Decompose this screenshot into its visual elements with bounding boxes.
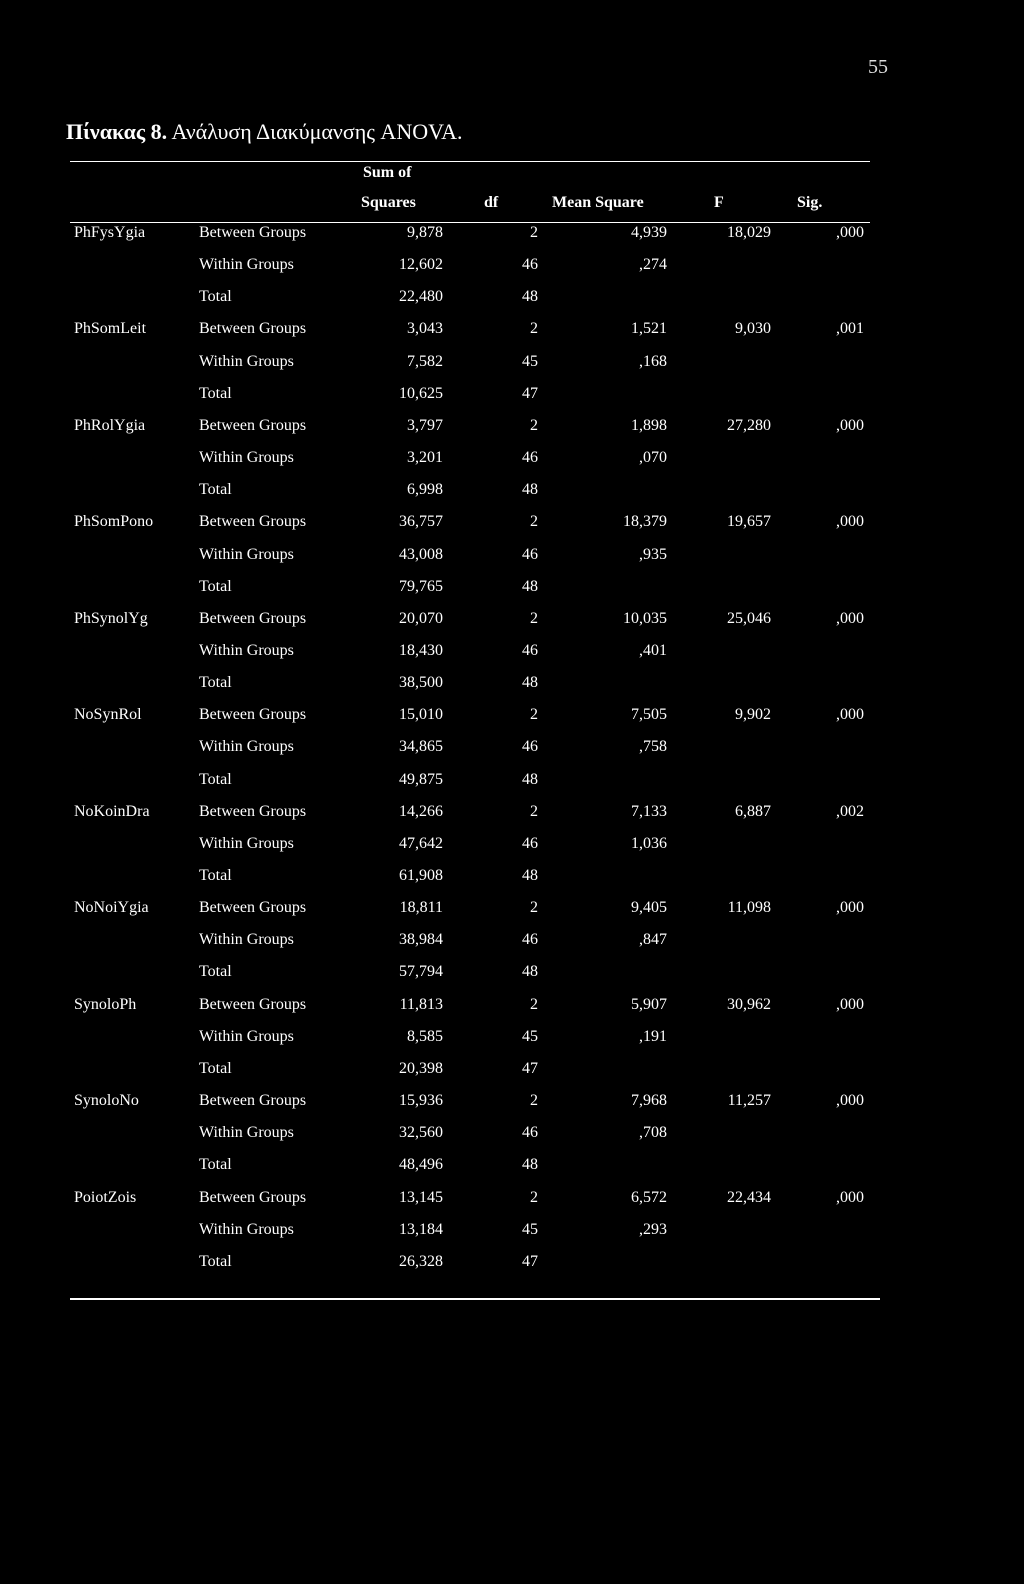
cell-sum-of-squares: 34,865 [399,738,443,756]
header-mean-square: Mean Square [552,194,644,211]
table-row [0,963,1024,995]
cell-mean-square: 6,572 [631,1188,667,1206]
cell-sig: ,002 [836,802,864,820]
header-sum-of: Sum of [363,164,412,181]
cell-f: 9,902 [735,706,771,724]
cell-sum-of-squares: 38,984 [399,931,443,949]
cell-sum-of-squares: 3,043 [407,320,443,338]
table-caption-text: Ανάλυση Διακύμανσης ANOVA. [167,119,463,144]
cell-df: 47 [522,1252,538,1270]
table-row [0,803,1024,835]
cell-df: 46 [522,738,538,756]
table-row [0,706,1024,738]
table-row [0,385,1024,417]
cell-sum-of-squares: 79,765 [399,577,443,595]
cell-mean-square: 1,036 [631,834,667,852]
cell-df: 48 [522,674,538,692]
cell-df: 45 [522,1027,538,1045]
cell-mean-square: ,070 [639,449,667,466]
cell-df: 46 [522,545,538,563]
cell-mean-square: 7,133 [631,802,667,820]
cell-mean-square: 1,898 [631,416,667,434]
cell-source: Total [199,770,232,788]
cell-source: Within Groups [199,545,294,563]
cell-df: 2 [530,995,538,1013]
table-row [0,320,1024,352]
cell-sum-of-squares: 3,201 [407,449,443,466]
header-f: F [714,194,724,211]
cell-sum-of-squares: 13,145 [399,1188,443,1206]
cell-mean-square: 10,035 [623,609,667,627]
cell-variable: SynoloNo [74,1092,139,1109]
cell-variable: NoSynRol [74,706,142,724]
cell-df: 2 [530,899,538,917]
cell-sig: ,000 [836,1092,864,1109]
cell-variable: PhSomLeit [74,320,147,338]
cell-source: Total [199,481,232,499]
cell-sum-of-squares: 20,070 [399,609,443,627]
cell-mean-square: ,847 [639,931,667,949]
cell-sig: ,000 [836,224,864,241]
cell-f: 11,257 [727,1092,771,1109]
cell-variable: PhSomPono [74,513,154,531]
header-df: df [484,194,499,211]
cell-df: 48 [522,481,538,499]
cell-sum-of-squares: 11,813 [399,995,443,1013]
cell-sum-of-squares: 32,560 [399,1124,443,1142]
cell-source: Between Groups [199,513,307,531]
cell-sum-of-squares: 7,582 [407,352,443,370]
cell-sig: ,001 [836,320,864,338]
table-row [0,353,1024,385]
cell-f: 19,657 [727,513,771,531]
cell-source: Between Groups [199,416,307,434]
cell-source: Total [199,288,232,306]
cell-source: Total [199,674,232,692]
cell-mean-square: 7,968 [631,1092,667,1109]
table-row [0,835,1024,867]
cell-source: Between Groups [199,899,307,917]
table-row [0,1060,1024,1092]
cell-source: Within Groups [199,256,294,274]
cell-mean-square: 1,521 [631,320,667,338]
table-row [0,610,1024,642]
cell-sum-of-squares: 9,878 [407,224,443,241]
cell-f: 25,046 [727,609,771,627]
table-row [0,1092,1024,1124]
cell-mean-square: ,293 [639,1220,667,1238]
cell-source: Between Groups [199,1092,307,1109]
cell-df: 48 [522,577,538,595]
cell-mean-square: ,401 [639,642,667,659]
cell-df: 2 [530,609,538,627]
table-row [0,224,1024,256]
table-row [0,256,1024,288]
cell-variable: NoNoiYgia [74,899,149,917]
cell-df: 48 [522,288,538,306]
cell-sum-of-squares: 36,757 [399,513,443,531]
cell-source: Between Groups [199,706,307,724]
cell-sum-of-squares: 13,184 [399,1220,443,1238]
cell-df: 47 [522,1059,538,1077]
table-row [0,1124,1024,1156]
table-row [0,417,1024,449]
cell-mean-square: 18,379 [623,513,667,531]
cell-source: Total [199,1156,232,1174]
cell-sig: ,000 [836,899,864,917]
table-row [0,513,1024,545]
cell-f: 6,887 [735,802,771,820]
cell-mean-square: ,935 [639,545,667,563]
cell-df: 48 [522,1156,538,1174]
cell-f: 27,280 [727,416,771,434]
table-row [0,738,1024,770]
cell-source: Between Groups [199,224,307,241]
cell-df: 46 [522,931,538,949]
table-row [0,578,1024,610]
table-row [0,481,1024,513]
cell-sum-of-squares: 22,480 [399,288,443,306]
cell-sig: ,000 [836,706,864,724]
cell-source: Between Groups [199,609,307,627]
cell-f: 22,434 [727,1188,771,1206]
cell-mean-square: ,191 [639,1027,667,1045]
header-sig: Sig. [797,194,823,211]
cell-df: 2 [530,224,538,241]
cell-sig: ,000 [836,1188,864,1206]
table-row [0,899,1024,931]
cell-source: Between Groups [199,320,307,338]
cell-sum-of-squares: 8,585 [407,1027,443,1045]
table-row [0,771,1024,803]
cell-mean-square: ,758 [639,738,667,756]
cell-f: 11,098 [727,899,771,917]
cell-df: 46 [522,834,538,852]
cell-mean-square: 5,907 [631,995,667,1013]
cell-sum-of-squares: 18,430 [399,642,443,659]
cell-df: 45 [522,1220,538,1238]
cell-variable: PhSynolYg [74,609,148,627]
cell-sig: ,000 [836,995,864,1013]
cell-f: 30,962 [727,995,771,1013]
cell-variable: SynoloPh [74,995,137,1013]
cell-sum-of-squares: 6,998 [407,481,443,499]
cell-sum-of-squares: 15,010 [399,706,443,724]
cell-mean-square: ,708 [639,1124,667,1142]
cell-sum-of-squares: 43,008 [399,545,443,563]
table-row [0,546,1024,578]
table-row [0,288,1024,320]
cell-variable: PhFysYgia [74,224,146,241]
cell-sum-of-squares: 15,936 [399,1092,443,1109]
cell-source: Within Groups [199,449,294,466]
cell-source: Total [199,384,232,402]
cell-source: Within Groups [199,931,294,949]
cell-variable: NoKoinDra [74,802,150,820]
cell-df: 2 [530,416,538,434]
cell-df: 46 [522,1124,538,1142]
cell-source: Within Groups [199,1027,294,1045]
cell-sum-of-squares: 10,625 [399,384,443,402]
cell-df: 2 [530,1092,538,1109]
cell-source: Within Groups [199,834,294,852]
cell-mean-square: ,168 [639,352,667,370]
cell-sum-of-squares: 3,797 [407,416,443,434]
cell-source: Total [199,1252,232,1270]
cell-sum-of-squares: 18,811 [399,899,443,917]
table-row [0,996,1024,1028]
cell-df: 45 [522,352,538,370]
cell-mean-square: ,274 [639,256,667,274]
cell-mean-square: 9,405 [631,899,667,917]
cell-source: Within Groups [199,352,294,370]
cell-sig: ,000 [836,513,864,531]
cell-sum-of-squares: 12,602 [399,256,443,274]
page-number: 55 [868,56,888,78]
cell-sum-of-squares: 48,496 [399,1156,443,1174]
cell-df: 46 [522,256,538,274]
cell-mean-square: 4,939 [631,224,667,241]
table-row [0,1156,1024,1188]
cell-source: Within Groups [199,1124,294,1142]
table-bottom-rule [70,1298,880,1300]
table-row [0,449,1024,481]
cell-sum-of-squares: 26,328 [399,1252,443,1270]
cell-source: Total [199,577,232,595]
cell-sig: ,000 [836,416,864,434]
cell-sum-of-squares: 14,266 [399,802,443,820]
cell-sum-of-squares: 57,794 [399,963,443,981]
table-row [0,642,1024,674]
header-squares: Squares [361,194,416,211]
cell-sum-of-squares: 49,875 [399,770,443,788]
cell-source: Total [199,867,232,884]
table-caption-label: Πίνακας 8. [66,119,168,144]
cell-source: Between Groups [199,1188,307,1206]
cell-df: 46 [522,449,538,466]
cell-source: Total [199,963,232,981]
table-row [0,674,1024,706]
cell-sum-of-squares: 20,398 [399,1059,443,1077]
table-row [0,867,1024,899]
cell-df: 2 [530,320,538,338]
cell-df: 46 [522,642,538,659]
cell-source: Between Groups [199,802,307,820]
cell-sum-of-squares: 38,500 [399,674,443,692]
cell-sig: ,000 [836,609,864,627]
table-row [0,1221,1024,1253]
cell-sum-of-squares: 47,642 [399,834,443,852]
cell-variable: PoiotZois [74,1188,137,1206]
cell-sum-of-squares: 61,908 [399,867,443,884]
cell-mean-square: 7,505 [631,706,667,724]
cell-df: 48 [522,867,538,884]
cell-df: 2 [530,1188,538,1206]
cell-df: 47 [522,384,538,402]
table-row [0,931,1024,963]
cell-f: 18,029 [727,224,771,241]
cell-source: Total [199,1059,232,1077]
cell-source: Within Groups [199,642,294,659]
cell-df: 2 [530,706,538,724]
cell-variable: PhRolYgia [74,416,146,434]
cell-f: 9,030 [735,320,771,338]
cell-df: 2 [530,513,538,531]
cell-source: Within Groups [199,1220,294,1238]
table-row [0,1189,1024,1221]
cell-source: Between Groups [199,995,307,1013]
table-row [0,1253,1024,1285]
cell-df: 48 [522,963,538,981]
cell-df: 2 [530,802,538,820]
cell-source: Within Groups [199,738,294,756]
table-row [0,1028,1024,1060]
cell-df: 48 [522,770,538,788]
